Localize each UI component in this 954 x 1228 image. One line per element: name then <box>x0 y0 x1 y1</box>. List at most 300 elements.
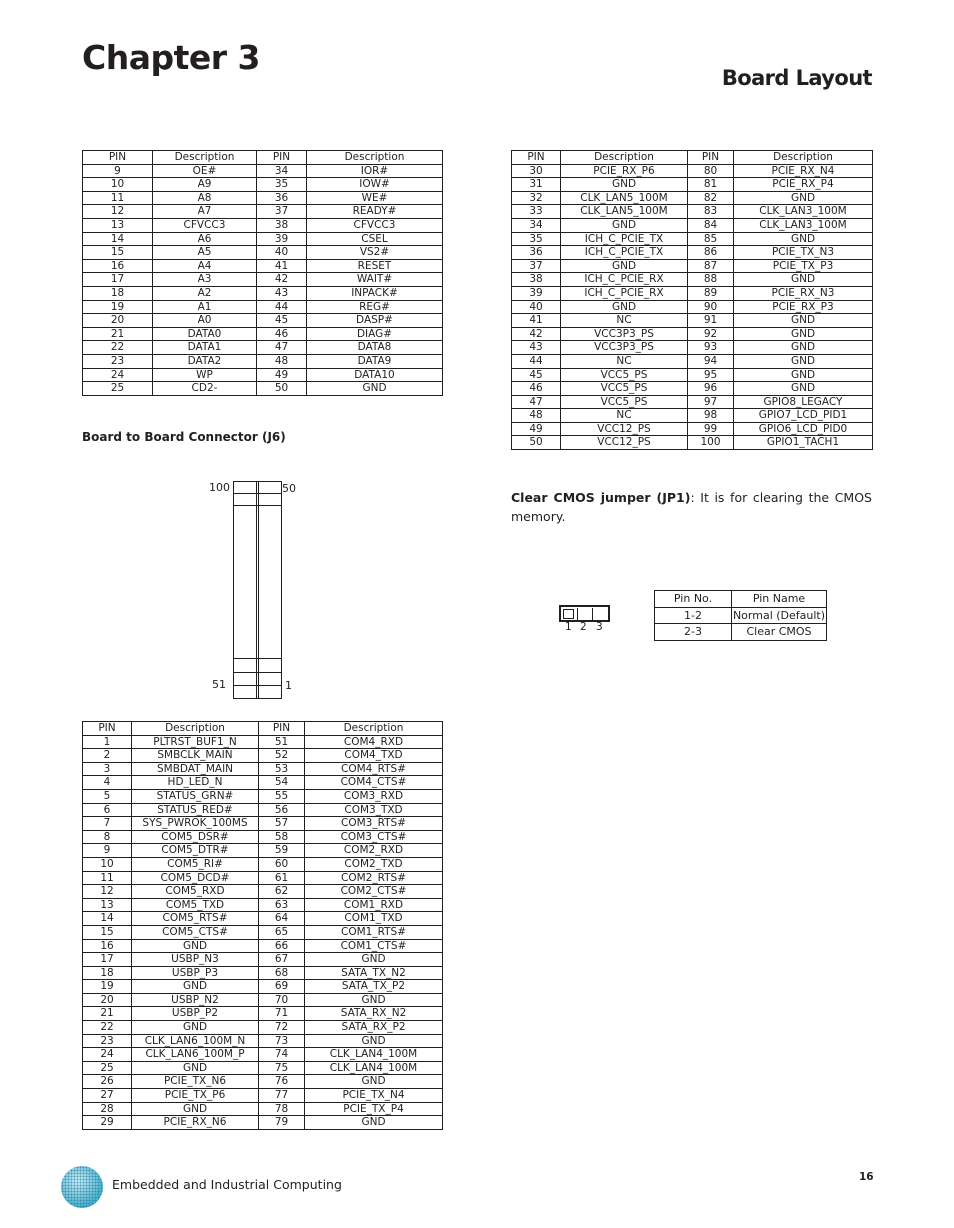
table-cell: PCIE_TX_P3 <box>734 259 873 273</box>
table-row <box>512 246 873 260</box>
table-header-cell: PIN <box>257 151 307 165</box>
table-row <box>512 327 873 341</box>
table-cell: 7 <box>83 817 132 831</box>
j6-connector-diagram <box>230 480 290 700</box>
table-cell: DATA10 <box>307 368 443 382</box>
table-row <box>83 1021 443 1035</box>
jp1-pin-label-2: 2 <box>580 621 587 633</box>
table-row <box>83 953 443 967</box>
clear-cmos-paragraph <box>511 488 872 526</box>
table-cell: CLK_LAN4_100M <box>305 1061 443 1075</box>
table-cell: 4 <box>83 776 132 790</box>
table-cell: PCIE_RX_N3 <box>734 286 873 300</box>
table-header-cell: PIN <box>83 722 132 736</box>
table-cell: GPIO6_LCD_PID0 <box>734 422 873 436</box>
clear-cmos-text: : It is for clearing the CMOS memory. <box>511 490 872 524</box>
table-cell: 44 <box>257 300 307 314</box>
table-cell: VCC3P3_PS <box>561 341 688 355</box>
table-cell: VCC12_PS <box>561 436 688 450</box>
table-cell: PCIE_TX_P4 <box>305 1102 443 1116</box>
table-cell: 27 <box>83 1089 132 1103</box>
jp1-pin-label-1: 1 <box>565 621 572 633</box>
table-cell: DATA2 <box>153 354 257 368</box>
clear-cmos-title: Clear CMOS jumper (JP1) <box>511 490 691 505</box>
table-cell: COM4_RXD <box>305 735 443 749</box>
table-cell: 40 <box>512 300 561 314</box>
table-cell: 71 <box>259 1007 305 1021</box>
table-cell: GND <box>561 300 688 314</box>
table-cell: GND <box>734 273 873 287</box>
table-row <box>83 1007 443 1021</box>
table-cell: GND <box>307 382 443 396</box>
table-row <box>512 164 873 178</box>
table-cell: 99 <box>688 422 734 436</box>
table-cell: 3 <box>83 762 132 776</box>
table-cell: 18 <box>83 966 132 980</box>
table-cell: GND <box>734 354 873 368</box>
table-cell: USBP_N3 <box>132 953 259 967</box>
table-cell: 1-2 <box>655 607 732 624</box>
table-row <box>512 218 873 232</box>
table-cell: ICH_C_PCIE_RX <box>561 273 688 287</box>
table-row <box>512 341 873 355</box>
table-cell: 39 <box>512 286 561 300</box>
table-row <box>512 314 873 328</box>
table-cell: RESET <box>307 259 443 273</box>
table-header-cell: PIN <box>259 722 305 736</box>
table-header-cell: Pin No. <box>655 591 732 608</box>
page-number: 16 <box>859 1171 874 1183</box>
table-cell: 46 <box>257 327 307 341</box>
table-cell: 15 <box>83 925 132 939</box>
table-cell: 59 <box>259 844 305 858</box>
table-cell: 45 <box>512 368 561 382</box>
table-cell: 58 <box>259 830 305 844</box>
table-cell: 42 <box>512 327 561 341</box>
table-cell: 35 <box>512 232 561 246</box>
table-cell: 37 <box>257 205 307 219</box>
table-row <box>83 286 443 300</box>
table-row <box>83 749 443 763</box>
table-cell: 49 <box>257 368 307 382</box>
table-cell: 41 <box>512 314 561 328</box>
table-cell: CFVCC3 <box>307 218 443 232</box>
table-cell: CD2- <box>153 382 257 396</box>
table-cell: 79 <box>259 1116 305 1130</box>
table-cell: COM5_RTS# <box>132 912 259 926</box>
table-cell: NC <box>561 409 688 423</box>
j6-caption: Board to Board Connector (J6) <box>82 430 286 444</box>
table-cell: WE# <box>307 191 443 205</box>
section-title: Board Layout <box>721 66 872 90</box>
table-cell: 65 <box>259 925 305 939</box>
table-cell: 16 <box>83 939 132 953</box>
table-cell: 30 <box>512 164 561 178</box>
table-header-row <box>655 591 827 608</box>
table-cell: CFVCC3 <box>153 218 257 232</box>
table-cell: 72 <box>259 1021 305 1035</box>
table-cell: 47 <box>512 395 561 409</box>
table-cell: GND <box>132 939 259 953</box>
table-row <box>512 191 873 205</box>
table-cell: 84 <box>688 218 734 232</box>
table-row <box>83 789 443 803</box>
table-row <box>512 422 873 436</box>
table-cell: GND <box>305 1075 443 1089</box>
table-cell: GND <box>734 341 873 355</box>
table-cell: 37 <box>512 259 561 273</box>
table-cell: 87 <box>688 259 734 273</box>
table-cell: Normal (Default) <box>732 608 826 622</box>
table-cell: VCC12_PS <box>561 422 688 436</box>
table-cell: 20 <box>83 314 153 328</box>
table-header-cell: Pin Name <box>732 591 827 608</box>
table-cell: 67 <box>259 953 305 967</box>
table-row <box>512 382 873 396</box>
table-cell: 50 <box>512 436 561 450</box>
table-cell: 95 <box>688 368 734 382</box>
table-row <box>512 259 873 273</box>
table-row <box>83 735 443 749</box>
table-cell: 9 <box>83 844 132 858</box>
table-cell: 48 <box>257 354 307 368</box>
table-cell: 61 <box>259 871 305 885</box>
table-cell: 12 <box>83 885 132 899</box>
table-cell: NC <box>561 314 688 328</box>
table-cell: SATA_TX_P2 <box>305 980 443 994</box>
table-cell: A3 <box>153 273 257 287</box>
table-cell: 51 <box>259 735 305 749</box>
table-row <box>83 912 443 926</box>
table-cell: 78 <box>259 1102 305 1116</box>
table-header-cell: Description <box>305 722 443 736</box>
table-cell: NC <box>561 354 688 368</box>
table-cell: STATUS_RED# <box>132 803 259 817</box>
table-cell: PCIE_RX_P3 <box>734 300 873 314</box>
table-cell: 24 <box>83 368 153 382</box>
table-row <box>83 1102 443 1116</box>
table-cell: COM4_TXD <box>305 749 443 763</box>
table-cell: USBP_P3 <box>132 966 259 980</box>
table-row <box>83 939 443 953</box>
table-cell: COM5_DSR# <box>132 830 259 844</box>
table-cell: 25 <box>83 1061 132 1075</box>
table-cell: 26 <box>83 1075 132 1089</box>
jp1-pin-table <box>654 590 827 641</box>
table-header-cell: Description <box>561 151 688 165</box>
table-cell: 5 <box>83 789 132 803</box>
table-header-row <box>83 151 443 165</box>
table-cell: CLK_LAN6_100M_P <box>132 1048 259 1062</box>
table-cell: 91 <box>688 314 734 328</box>
table-cell: CLK_LAN5_100M <box>561 191 688 205</box>
table-cell: 49 <box>512 422 561 436</box>
table-cell: PCIE_RX_P4 <box>734 178 873 192</box>
table-cell: 90 <box>688 300 734 314</box>
table-cell: 97 <box>688 395 734 409</box>
j6-pin-table-1 <box>82 721 443 1130</box>
table-cell: 48 <box>512 409 561 423</box>
table-cell: GND <box>132 980 259 994</box>
table-cell: PCIE_TX_N3 <box>734 246 873 260</box>
j6-label-1: 1 <box>285 679 292 692</box>
table-cell: DATA8 <box>307 341 443 355</box>
table-cell: 63 <box>259 898 305 912</box>
table-row <box>83 368 443 382</box>
table-cell: A1 <box>153 300 257 314</box>
table-cell: COM2_RTS# <box>305 871 443 885</box>
table-row <box>83 871 443 885</box>
table-cell: 52 <box>259 749 305 763</box>
table-cell: IOW# <box>307 178 443 192</box>
table-cell: GND <box>734 368 873 382</box>
table-row <box>83 327 443 341</box>
table-cell: COM2_TXD <box>305 857 443 871</box>
table-cell: 14 <box>83 912 132 926</box>
table-cell: 8 <box>83 830 132 844</box>
table-cell: PCIE_TX_N4 <box>305 1089 443 1103</box>
table-cell: 75 <box>259 1061 305 1075</box>
table-cell: PCIE_RX_P6 <box>561 164 688 178</box>
table-cell: COM2_RXD <box>305 844 443 858</box>
table-row <box>83 885 443 899</box>
table-cell: GPIO8_LEGACY <box>734 395 873 409</box>
table-row <box>83 259 443 273</box>
table-cell: 83 <box>688 205 734 219</box>
table-cell: 2 <box>83 749 132 763</box>
table-row <box>83 803 443 817</box>
table-cell: SYS_PWROK_100MS <box>132 817 259 831</box>
table-cell: 77 <box>259 1089 305 1103</box>
table-cell: VCC5_PS <box>561 382 688 396</box>
table-cell: GND <box>305 993 443 1007</box>
table-row <box>83 246 443 260</box>
table-cell: GND <box>561 178 688 192</box>
table-row <box>512 273 873 287</box>
table-row <box>83 966 443 980</box>
table-cell: 45 <box>257 314 307 328</box>
table-cell: 74 <box>259 1048 305 1062</box>
table-row <box>512 436 873 450</box>
table-cell: 29 <box>83 1116 132 1130</box>
table-cell: 36 <box>257 191 307 205</box>
table-row <box>83 354 443 368</box>
table-row <box>83 762 443 776</box>
table-cell: VCC5_PS <box>561 368 688 382</box>
table-cell: DATA9 <box>307 354 443 368</box>
table-row <box>83 980 443 994</box>
table-cell: 19 <box>83 300 153 314</box>
table-cell: A6 <box>153 232 257 246</box>
table-cell: 10 <box>83 178 153 192</box>
table-cell: CLK_LAN5_100M <box>561 205 688 219</box>
table-cell: A9 <box>153 178 257 192</box>
table-cell: COM5_RI# <box>132 857 259 871</box>
table-header-cell: Description <box>132 722 259 736</box>
table-cell: PCIE_RX_N6 <box>132 1116 259 1130</box>
table-cell: 11 <box>83 871 132 885</box>
table-cell: WAIT# <box>307 273 443 287</box>
table-header-cell: Description <box>734 151 873 165</box>
table-cell: GND <box>305 1034 443 1048</box>
table-cell: 2-3 <box>655 624 732 641</box>
table-cell: 86 <box>688 246 734 260</box>
jp1-pin-label-3: 3 <box>596 621 603 633</box>
table-cell: 55 <box>259 789 305 803</box>
table-cell: 60 <box>259 857 305 871</box>
table-cell: A5 <box>153 246 257 260</box>
table-cell: SMBDAT_MAIN <box>132 762 259 776</box>
table-cell: COM3_CTS# <box>305 830 443 844</box>
table-cell: 70 <box>259 993 305 1007</box>
table-cell: GPIO1_TACH1 <box>734 436 873 450</box>
table-cell: 98 <box>688 409 734 423</box>
table-row <box>83 382 443 396</box>
table-cell: COM1_TXD <box>305 912 443 926</box>
table-cell: COM5_CTS# <box>132 925 259 939</box>
table-row <box>83 232 443 246</box>
table-row <box>83 993 443 1007</box>
table-cell: GND <box>734 232 873 246</box>
table-row <box>83 314 443 328</box>
table-row <box>83 191 443 205</box>
table-row <box>83 898 443 912</box>
table-row <box>83 1089 443 1103</box>
table-cell: COM4_CTS# <box>305 776 443 790</box>
table-cell: 10 <box>83 857 132 871</box>
table-cell: VS2# <box>307 246 443 260</box>
table-cell: 19 <box>83 980 132 994</box>
table-row <box>83 178 443 192</box>
table-cell: 62 <box>259 885 305 899</box>
table-cell: COM5_TXD <box>132 898 259 912</box>
table-cell: 34 <box>257 164 307 178</box>
table-row <box>83 218 443 232</box>
table-cell: 36 <box>512 246 561 260</box>
table-cell: CLK_LAN6_100M_N <box>132 1034 259 1048</box>
table-row <box>83 857 443 871</box>
table-cell: 54 <box>259 776 305 790</box>
connector-outline <box>234 482 282 699</box>
table-cell: Clear CMOS <box>732 624 827 641</box>
table-cell: SATA_RX_P2 <box>305 1021 443 1035</box>
table-cell: 41 <box>257 259 307 273</box>
table-cell: 25 <box>83 382 153 396</box>
table-cell: ICH_C_PCIE_TX <box>561 232 688 246</box>
table-cell: 6 <box>83 803 132 817</box>
table-header-row <box>83 722 443 736</box>
table-cell: PLTRST_BUF1_N <box>132 735 259 749</box>
j6-pin-table-2 <box>511 150 873 450</box>
table-cell: DATA1 <box>153 341 257 355</box>
chapter-title: Chapter 3 <box>82 38 260 77</box>
table-cell: COM1_RXD <box>305 898 443 912</box>
table-cell: 53 <box>259 762 305 776</box>
table-cell: IOR# <box>307 164 443 178</box>
table-cell: 1 <box>83 735 132 749</box>
table-cell: 43 <box>257 286 307 300</box>
table-cell: GND <box>305 1116 443 1130</box>
table-cell: 85 <box>688 232 734 246</box>
j6-label-50: 50 <box>282 482 296 495</box>
table-cell: COM5_RXD <box>132 885 259 899</box>
table-cell: 20 <box>83 993 132 1007</box>
table-header-cell: PIN <box>83 151 153 165</box>
table-cell: 69 <box>259 980 305 994</box>
table-cell: INPACK# <box>307 286 443 300</box>
table-row <box>512 232 873 246</box>
table-cell: PCIE_RX_N4 <box>734 164 873 178</box>
table-cell: 22 <box>83 1021 132 1035</box>
table-cell: DASP# <box>307 314 443 328</box>
table-cell: COM1_CTS# <box>305 939 443 953</box>
table-cell: COM3_RXD <box>305 789 443 803</box>
table-cell: USBP_P2 <box>132 1007 259 1021</box>
table-cell: 47 <box>257 341 307 355</box>
table-header-cell: PIN <box>688 151 734 165</box>
table-row <box>83 205 443 219</box>
table-cell: 42 <box>257 273 307 287</box>
table-cell: 23 <box>83 1034 132 1048</box>
table-cell: 82 <box>688 191 734 205</box>
table-cell: 17 <box>83 953 132 967</box>
table-row <box>83 925 443 939</box>
j6-label-51: 51 <box>212 678 226 691</box>
table-cell: WP <box>153 368 257 382</box>
table-cell: 93 <box>688 341 734 355</box>
table-cell: GND <box>734 191 873 205</box>
cf-pin-table <box>82 150 443 396</box>
table-row <box>512 409 873 423</box>
table-row <box>83 164 443 178</box>
table-row <box>83 1116 443 1130</box>
table-cell: COM3_RTS# <box>305 817 443 831</box>
table-row <box>512 178 873 192</box>
table-cell: 81 <box>688 178 734 192</box>
table-cell: 34 <box>512 218 561 232</box>
table-cell: GND <box>561 218 688 232</box>
table-cell: GND <box>561 259 688 273</box>
table-cell: A4 <box>153 259 257 273</box>
table-cell: 46 <box>512 382 561 396</box>
table-cell: GND <box>132 1061 259 1075</box>
table-row <box>512 354 873 368</box>
table-row <box>512 368 873 382</box>
table-cell: PCIE_TX_P6 <box>132 1089 259 1103</box>
table-row <box>83 844 443 858</box>
table-cell: VCC3P3_PS <box>561 327 688 341</box>
table-cell: SATA_TX_N2 <box>305 966 443 980</box>
table-cell: 44 <box>512 354 561 368</box>
table-cell: 89 <box>688 286 734 300</box>
table-row <box>83 1075 443 1089</box>
table-cell: STATUS_GRN# <box>132 789 259 803</box>
table-cell: 11 <box>83 191 153 205</box>
table-cell: 68 <box>259 966 305 980</box>
table-cell: CLK_LAN4_100M <box>305 1048 443 1062</box>
table-cell: A7 <box>153 205 257 219</box>
table-cell: REG# <box>307 300 443 314</box>
table-cell: 22 <box>83 341 153 355</box>
table-cell: 66 <box>259 939 305 953</box>
table-cell: 13 <box>83 898 132 912</box>
table-cell: READY# <box>307 205 443 219</box>
table-row <box>83 830 443 844</box>
table-cell: 96 <box>688 382 734 396</box>
table-cell: 40 <box>257 246 307 260</box>
table-cell: 50 <box>257 382 307 396</box>
table-cell: 38 <box>257 218 307 232</box>
